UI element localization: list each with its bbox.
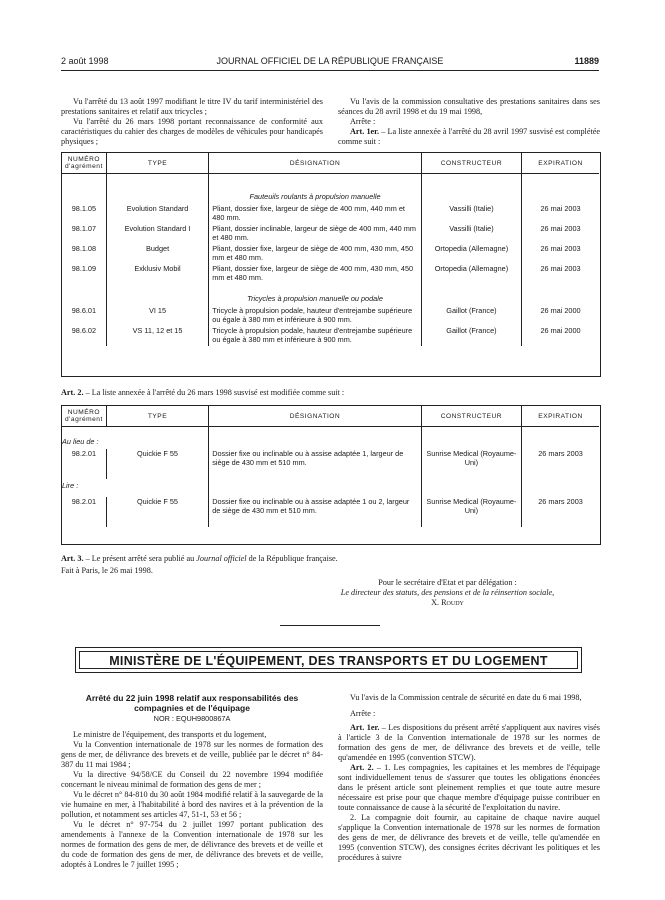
row-constructeur: Sunrise Medical (Royaume-Uni) [421,497,521,527]
row-constructeur: Sunrise Medical (Royaume-Uni) [421,449,521,479]
table-row [62,204,599,224]
table-row [62,449,599,479]
row-type: VS 11, 12 et 15 [106,326,209,346]
arrete-art2 [338,763,600,813]
signature-line1: Pour le secrétaire d'Etat et par délégation : [378,578,517,587]
th-type: TYPE [106,406,208,427]
row-designation: Tricycle à propulsion podale, hauteur d'entrejambe supérieure ou égale à 380 mm et inférieure à 900 mm. [209,306,422,326]
table2-label-lire: Lire : [62,481,79,490]
intro-right-p1: Vu l'avis de la commission consultative des prestations sanitaires dans ses séances du 28 avril 1998 et du 19 mai 1998, [338,97,600,116]
arrete-right-arrete: Arrête : [350,709,376,718]
row-numero: 98.1.07 [62,224,106,244]
page-header [61,56,599,70]
art2-text: – La liste annexée à l'arrêté du 26 mars 1998 susvisé est modifiée comme suit : [83,388,345,397]
header-date: 2 août 1998 [61,56,109,66]
table-row [62,264,599,284]
arrete-art1-text: – Les dispositions du présent arrêté s'appliquent aux navires visés à l'article 3 de la Convention internationale de 1978 sur les normes de formation des gens de mer, de délivrance des brevets et de veille, telle qu'amendée en 1995 (convention STCW). [338,723,600,762]
row-type: Budget [106,244,209,264]
row-expiration: 26 mai 2003 [540,224,581,233]
arrete-art2-p2: 2. La compagnie doit fournir, au capitaine de chaque navire auquel s'applique la Convention internationale de 1978 sur les normes de formation des gens de mer, de délivrance des brevets et de veille, telle qu'amendée en 1995 (convention STCW), des consignes écrites décrivant les politiques et les procédures à suivre [338,813,600,862]
table1-header-row [62,153,599,174]
art1-text: – La liste annexée à l'arrêté du 28 avril 1997 susvisé est complétée comme suit : [338,127,600,146]
row-constructeur: Gaillot (France) [421,306,521,326]
th-designation: DÉSIGNATION [209,153,422,174]
row-type: VI 15 [106,306,209,326]
row-type: Exklusiv Mobil [106,264,209,284]
arrete-art1 [338,723,600,763]
th-type: TYPE [106,153,209,174]
row-expiration: 26 mars 2003 [538,497,583,506]
row-designation: Pliant, dossier fixe, largeur de siège de 400 mm, 430 mm, 450 mm et 480 mm. [209,264,422,284]
intro-left-p1: Vu l'arrêté du 13 août 1997 modifiant le titre IV du tarif interministériel des prestations sanitaires et relatif aux tricycles ; [61,97,323,116]
row-constructeur: Ortopedia (Allemagne) [421,264,521,284]
header-page-number: 11889 [574,56,599,66]
intro-left-p2: Vu l'arrêté du 26 mars 1998 portant reconnaissance de conformité aux caractéristiques du cahier des charges de modèles de véhicules pour handicapés physiques ; [61,117,323,146]
row-numero: 98.6.01 [62,306,106,326]
row-type: Quickie F 55 [106,449,208,479]
arrete-right-column [338,693,600,863]
intro-right-art1 [338,127,600,147]
row-type: Evolution Standard I [106,224,209,244]
row-numero: 98.1.09 [62,264,106,284]
row-numero: 98.1.08 [62,244,106,264]
th-numero: NUMÉRO d'agrément [62,153,106,174]
row-constructeur: Gaillot (France) [421,326,521,346]
table1-section-fauteuils: Fauteuils roulants à propulsion manuelle [209,188,422,204]
th-constructeur: CONSTRUCTEUR [421,153,521,174]
row-designation: Dossier fixe ou inclinable ou à assise adaptée 1, largeur de siège de 430 mm et 510 mm. [209,449,422,479]
row-constructeur: Ortopedia (Allemagne) [421,244,521,264]
intro-right-column [338,97,600,147]
art3-text2: de la République française. [246,554,338,563]
th-expiration: EXPIRATION [522,406,599,427]
art2-label: Art. 2. [61,388,84,397]
row-expiration: 26 mai 2000 [540,326,581,335]
table1-section-tricycles: Tricycles à propulsion manuelle ou podale [209,290,422,306]
row-expiration: 26 mai 2003 [540,264,581,273]
th-designation: DÉSIGNATION [209,406,422,427]
row-type: Quickie F 55 [106,497,208,527]
th-numero: NUMÉRO d'agrément [62,406,106,427]
ministry-banner [75,647,582,673]
table-row [62,224,599,244]
ministry-title: MINISTÈRE DE L'ÉQUIPEMENT, DES TRANSPORTS ET DU LOGEMENT [79,651,578,669]
fait-paris: Fait à Paris, le 26 mai 1998. [61,566,153,575]
row-designation: Pliant, dossier fixe, largeur de siège de 400 mm, 430 mm, 450 mm et 480 mm. [209,244,422,264]
table1 [62,153,599,346]
table-row [62,244,599,264]
art3-journal: Journal officiel [196,554,247,563]
row-numero: 98.2.01 [62,449,106,479]
art3-label: Art. 3. [61,554,84,563]
art3-text1: – Le présent arrêté sera publié au [83,554,197,563]
art3-paragraph [61,554,599,564]
row-numero: 98.2.01 [62,497,106,527]
separator-rule [280,625,380,626]
row-constructeur: Vassilli (Italie) [421,224,521,244]
row-type: Evolution Standard [106,204,209,224]
row-expiration: 26 mai 2003 [540,204,581,213]
arrete-left-column [61,693,323,870]
signature-block [300,578,595,608]
row-numero: 98.1.05 [62,204,106,224]
row-designation: Dossier fixe ou inclinable ou à assise adaptée 1 ou 2, largeur de siège de 430 mm et 510 mm. [209,497,422,527]
table-row [62,306,599,326]
arrete-left-p1: Le ministre de l'équipement, des transports et du logement, [73,730,267,739]
arrete-art1-label: Art. 1er. [350,723,380,732]
arrete-nor: NOR : EQUH9800867A [153,714,231,723]
art2-paragraph [61,388,599,398]
arrete-right-p1: Vu l'avis de la Commission centrale de sécurité en date du 6 mai 1998, [350,693,582,702]
table2-label-au-lieu-de: Au lieu de : [62,437,99,446]
arrete-title: Arrêté du 22 juin 1998 relatif aux responsabilités des compagnies et de l'équipage [85,693,299,713]
row-expiration: 26 mars 2003 [538,449,583,458]
header-rule [61,70,599,71]
row-numero: 98.6.02 [62,326,106,346]
row-designation: Pliant, dossier fixe, largeur de siège de 400 mm, 440 mm et 480 mm. [209,204,422,224]
row-expiration: 26 mai 2000 [540,306,581,315]
row-designation: Pliant, dossier inclinable, largeur de siège de 400 mm, 440 mm et 480 mm. [209,224,422,244]
row-expiration: 26 mai 2003 [540,244,581,253]
arrete-left-p3: Vu la directive 94/58/CE du Conseil du 22 novembre 1994 modifiée concernant le niveau minimal de formation des gens de mer ; [61,770,323,789]
signature-name: X. Roudy [431,598,464,607]
row-designation: Tricycle à propulsion podale, hauteur d'entrejambe supérieure ou égale à 380 mm et inférieure à 900 mm. [209,326,422,346]
table-row [62,326,599,346]
row-constructeur: Vassilli (Italie) [421,204,521,224]
art1-label: Art. 1er. [350,127,380,136]
arrete-art2-label: Art. 2. [350,763,374,772]
table2-header-row [62,406,599,427]
intro-left-column [61,97,323,147]
signature-line2: Le directeur des statuts, des pensions et de la réinsertion sociale, [340,588,555,597]
table2 [62,406,599,527]
arrete-art2-text: – 1. Les compagnies, les capitaines et les membres de l'équipage sont individuellement tenus de s'assurer que toutes les obligations énoncées dans le présent article sont pleinement remplies et que toute autre mesure nécessaire est prise pour que chaque membre d'équipage puisse contribuer en toute connaissance de cause à la sécurité de l'exploitation du navire. [338,763,600,812]
arrete-left-p2: Vu la Convention internationale de 1978 sur les normes de formation des gens de mer, de délivrance des brevets et de veille, publiée par le décret n° 84-387 du 11 mai 1984 ; [61,740,323,769]
table-row [62,497,599,527]
art3-block [61,554,599,576]
intro-right-arrete: Arrête : [350,117,376,126]
arrete-left-p4: Vu le décret n° 84-810 du 30 août 1984 modifié relatif à la sauvegarde de la vie humaine en mer, à l'habitabilité à bord des navires et à la prévention de la pollution, et notamment ses articles 47, 51-1, 53 et 56 ; [61,790,323,819]
arrete-left-p5: Vu le décret n° 97-754 du 2 juillet 1997 portant publication des amendements à l'annexe de la Convention internationale de 1978 sur les normes de formation des gens de mer, de délivrance des brevets et de veille et du code de formation des gens de mer, de délivrance des brevets et de veille, adoptés à Londres le 7 juillet 1995 ; [61,820,323,869]
th-constructeur: CONSTRUCTEUR [421,406,521,427]
th-expiration: EXPIRATION [522,153,599,174]
header-title: JOURNAL OFFICIEL DE LA RÉPUBLIQUE FRANÇAISE [216,56,444,66]
